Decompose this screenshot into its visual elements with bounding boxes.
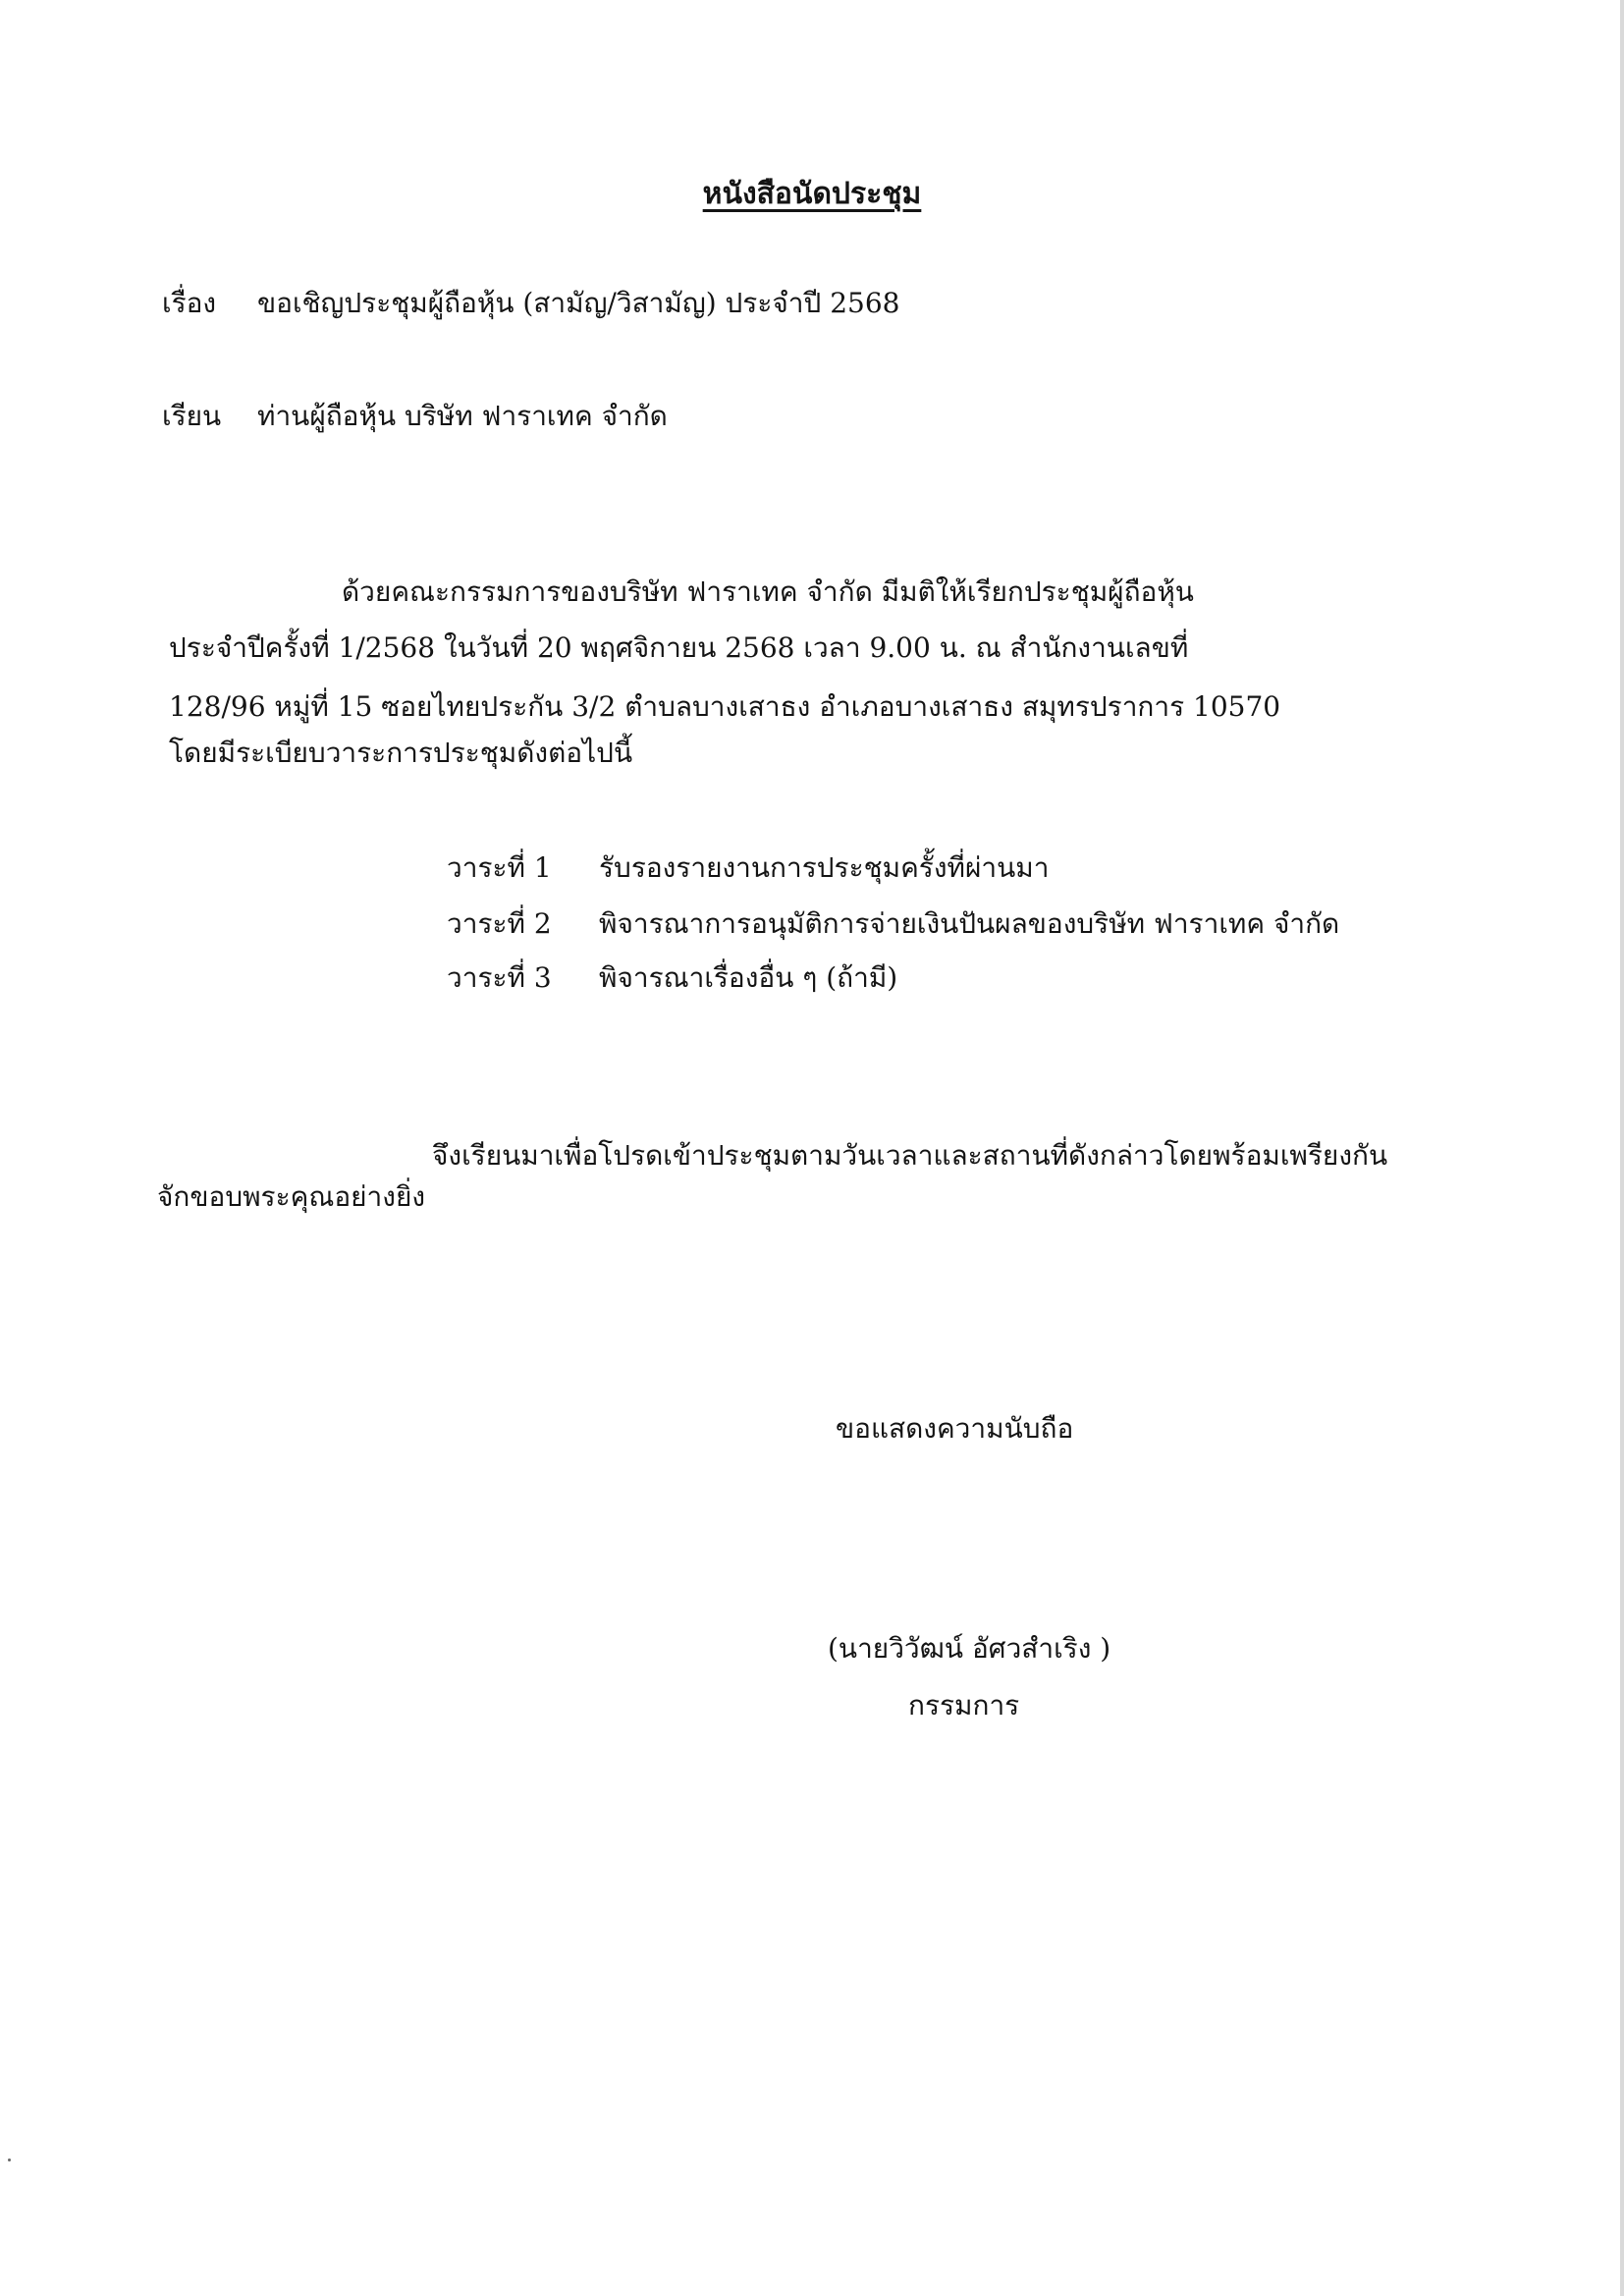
- recipient-text: ท่านผู้ถือหุ้น บริษัท ฟาราเทค จำกัด: [257, 400, 668, 432]
- agenda-number-2: วาระที่ 2: [447, 907, 552, 940]
- signoff-text: ขอแสดงความนับถือ: [836, 1412, 1074, 1445]
- agenda-text-1: รับรองรายงานการประชุมครั้งที่ผ่านมา: [599, 851, 1050, 884]
- signer-position: กรรมการ: [908, 1689, 1020, 1722]
- subject-label: เรื่อง: [162, 287, 217, 319]
- agenda-number-3: วาระที่ 3: [447, 961, 552, 994]
- document-title: หนังสือนัดประชุม: [702, 177, 922, 211]
- scan-edge-shadow: [1620, 0, 1624, 2296]
- recipient-label: เรียน: [162, 400, 222, 432]
- body-line-3: 128/96 หมู่ที่ 15 ซอยไทยประกัน 3/2 ตำบลบางเสาธง อำเภอบางเสาธง สมุทรปราการ 10570: [169, 690, 1281, 723]
- subject-text: ขอเชิญประชุมผู้ถือหุ้น (สามัญ/วิสามัญ) ประจำปี 2568: [257, 287, 900, 319]
- closing-line-1: จึงเรียนมาเพื่อโปรดเข้าประชุมตามวันเวลาและสถานที่ดังกล่าวโดยพร้อมเพรียงกัน: [432, 1139, 1388, 1172]
- signer-name: (นายวิวัฒน์ อัศวสำเริง ): [828, 1632, 1111, 1665]
- agenda-text-2: พิจารณาการอนุมัติการจ่ายเงินปันผลของบริษัท ฟาราเทค จำกัด: [599, 907, 1340, 940]
- body-line-4: โดยมีระเบียบวาระการประชุมดังต่อไปนี้: [169, 737, 633, 769]
- scan-speck: [8, 2159, 11, 2161]
- body-line-2: ประจำปีครั้งที่ 1/2568 ในวันที่ 20 พฤศจิกายน 2568 เวลา 9.00 น. ณ สำนักงานเลขที่: [169, 631, 1189, 664]
- body-line-1: ด้วยคณะกรรมการของบริษัท ฟาราเทค จำกัด มีมติให้เรียกประชุมผู้ถือหุ้น: [342, 575, 1194, 608]
- agenda-text-3: พิจารณาเรื่องอื่น ๆ (ถ้ามี): [599, 961, 898, 994]
- agenda-number-1: วาระที่ 1: [447, 851, 552, 884]
- closing-line-2: จักขอบพระคุณอย่างยิ่ง: [157, 1180, 426, 1213]
